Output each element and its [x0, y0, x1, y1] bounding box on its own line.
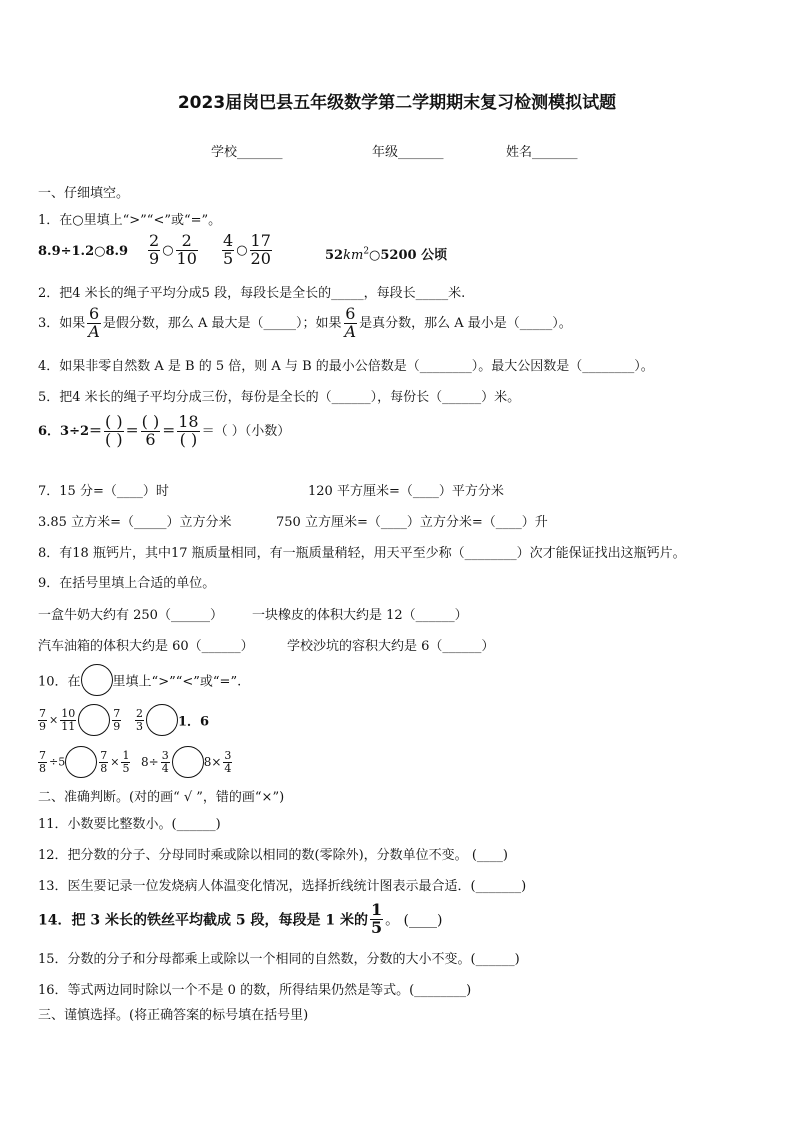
- question-10-label: 10．在 里填上“>”“<”或“=”.: [38, 664, 241, 696]
- question-2: 2．把4 米长的绳子平均分成5 段，每段长是全长的_____，每段长_____米.: [38, 286, 466, 301]
- question-6: 6．3÷2＝ $\frac{( )}{( )}$ ＝ $\frac{( )}{6}$ ＝ $\frac{18}{( )}$ ＝（ ）（小数）: [38, 412, 291, 449]
- compare-circle[interactable]: [146, 704, 178, 736]
- section-2-heading: 二、准确判断。(对的画“ √ ”，错的画“×”): [38, 790, 285, 805]
- compare-circle[interactable]: [172, 746, 204, 778]
- question-3: 3．如果 $\frac{6}{A}$ 是假分数，那么 A 最大是（_____）；如果 $\frac{6}{A}$ 是真分数，那么 A 最小是（_____）。: [38, 304, 572, 341]
- question-7-c: 3.85 立方米=（_____）立方分米: [38, 515, 232, 530]
- page-title: 2023届岗巴县五年级数学第二学期期末复习检测模拟试题: [177, 93, 617, 113]
- q1-item-d: $52km^2○5200$ 公顷: [325, 246, 448, 263]
- question-9-d: 学校沙坑的容积大约是 6（______）: [287, 639, 495, 654]
- question-1-label: 1．在○里填上“>”“<”或“=”。: [38, 213, 222, 228]
- question-9-b: 一块橡皮的体积大约是 12（______）: [252, 608, 468, 623]
- question-7-d: 750 立方厘米=（____）立方分米=（____）升: [276, 515, 548, 530]
- question-9-label: 9．在括号里填上合适的单位。: [38, 576, 216, 591]
- question-4: 4．如果非零自然数 A 是 B 的 5 倍，则 A 与 B 的最小公倍数是（________）。最大公因数是（________）。: [38, 359, 654, 374]
- question-16: 16．等式两边同时除以一个不是 0 的数，所得结果仍然是等式。(________): [38, 983, 472, 998]
- compare-circle: [81, 664, 113, 696]
- question-7-b: 120 平方厘米=（____）平方分米: [308, 484, 504, 499]
- q1-item-c: $\frac{4}{5}$ ○ $\frac{17}{20}$: [223, 231, 271, 268]
- q10-row2-b: 8÷ $\frac{3}{4}$ 8× $\frac{3}{4}$: [141, 746, 234, 778]
- question-15: 15．分数的分子和分母都乘上或除以一个相同的自然数，分数的大小不变。(______): [38, 952, 520, 967]
- question-5: 5．把4 米长的绳子平均分成三份，每份是全长的（______），每份长（______）米。: [38, 390, 521, 405]
- q1-item-b: $\frac{2}{9}$ ○ $\frac{2}{10}$: [149, 231, 197, 268]
- school-field: 学校_______: [211, 145, 283, 160]
- q1-item-a: 8.9÷1.2○8.9: [38, 244, 129, 259]
- question-11: 11．小数要比整数小。(______): [38, 817, 221, 832]
- q10-row2-a: $\frac{7}{8}$ ÷5 $\frac{7}{8}$ × $\frac{1}{5}$: [36, 746, 132, 778]
- section-3-heading: 三、谨慎选择。(将正确答案的标号填在括号里): [38, 1008, 309, 1023]
- question-9-c: 汽车油箱的体积大约是 60（______）: [38, 639, 254, 654]
- q10-row1-a: $\frac{7}{9}$ × $\frac{10}{11}$ $\frac{7}{9}$: [36, 704, 123, 736]
- section-1-heading: 一、仔细填空。: [38, 186, 130, 201]
- question-8: 8．有18 瓶钙片，其中17 瓶质量相同，有一瓶质量稍轻，用天平至少称（________）次才能保证找出这瓶钙片。: [38, 546, 686, 561]
- question-7-a: 7．15 分=（____）时: [38, 484, 169, 499]
- name-field: 姓名_______: [506, 145, 578, 160]
- question-13: 13．医生要记录一位发烧病人体温变化情况，选择折线统计图表示最合适．(_______): [38, 879, 527, 894]
- compare-circle[interactable]: [78, 704, 110, 736]
- question-12: 12．把分数的分子、分母同时乘或除以相同的数(零除外)，分数单位不变。 (____): [38, 848, 508, 863]
- question-9-a: 一盒牛奶大约有 250（______）: [38, 608, 223, 623]
- q10-row1-b: $\frac{2}{3}$ 1．6: [133, 704, 209, 736]
- question-14: 14．把 3 米长的铁丝平均截成 5 段，每段是 1 米的 $\frac{1}{5}$ 。 (____): [38, 900, 443, 937]
- grade-field: 年级_______: [372, 145, 444, 160]
- compare-circle[interactable]: [65, 746, 97, 778]
